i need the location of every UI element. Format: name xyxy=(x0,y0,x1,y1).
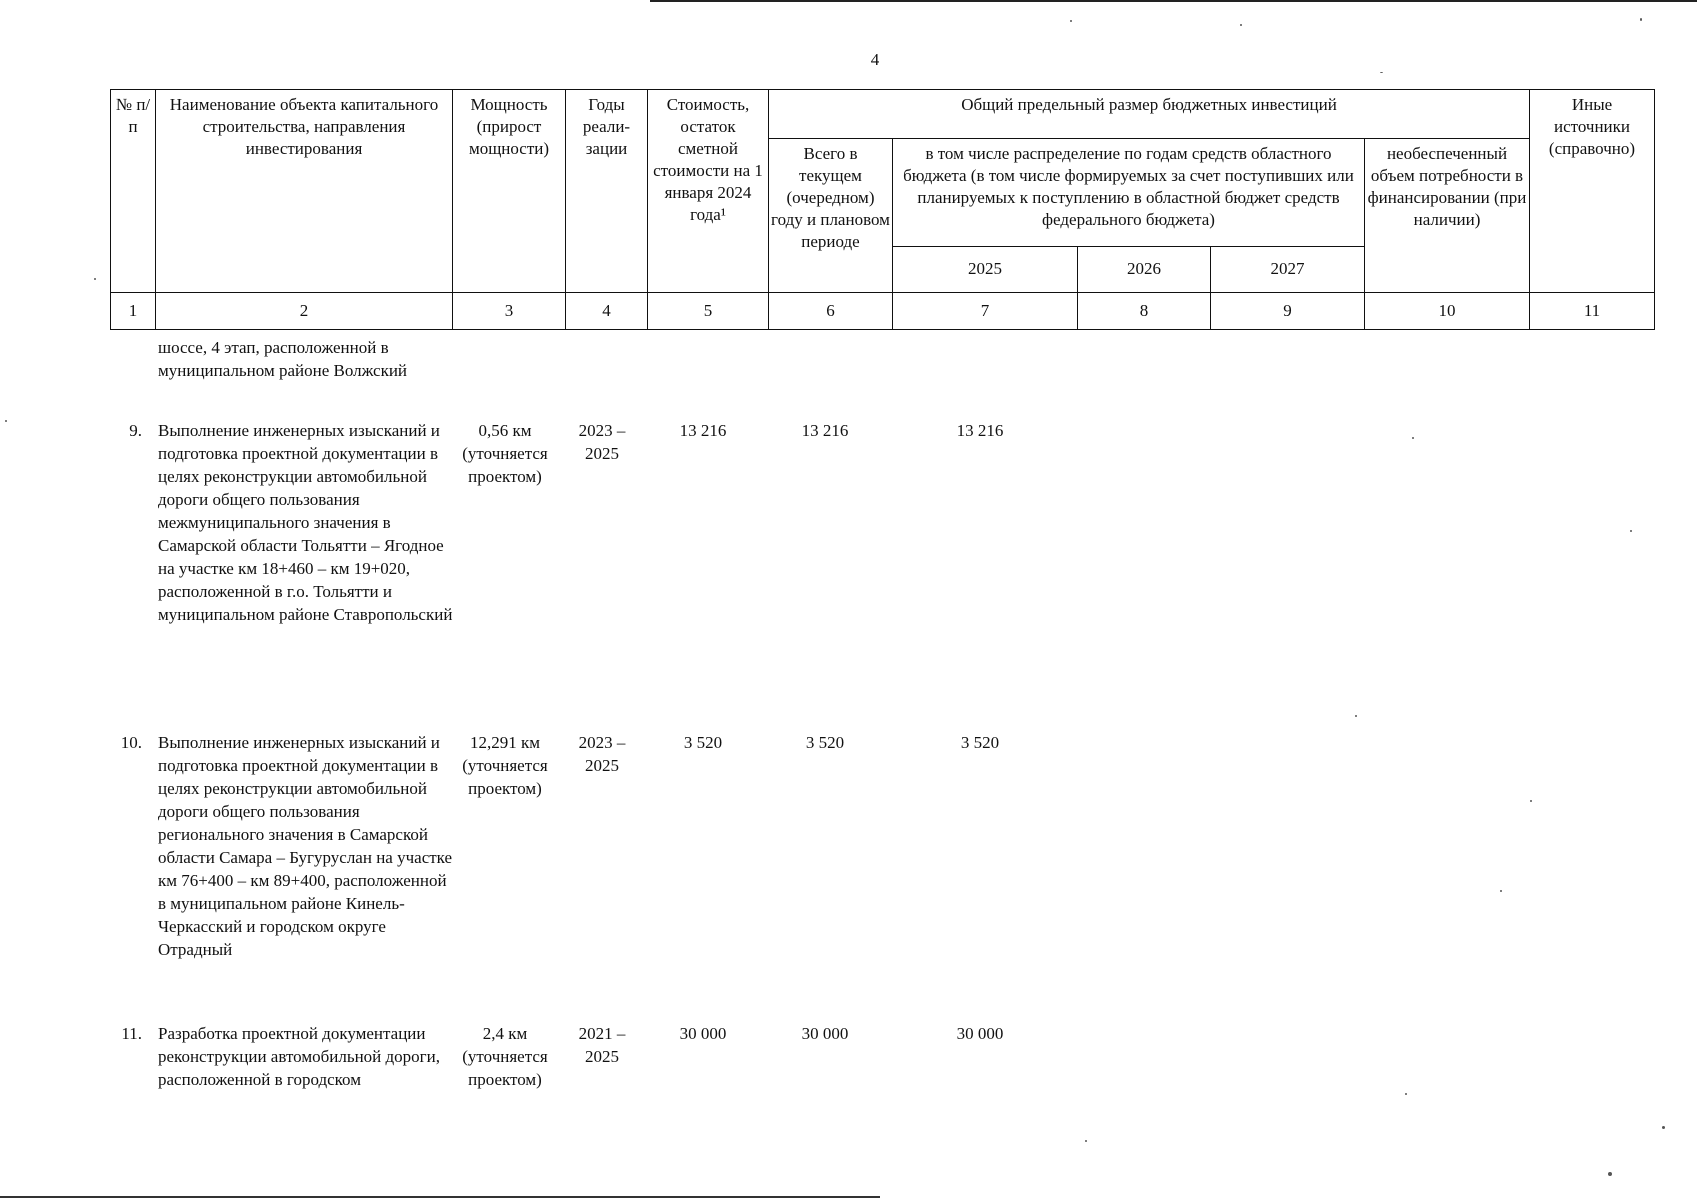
scan-speck xyxy=(1640,18,1642,21)
header-year-2027: 2027 xyxy=(1211,246,1365,293)
row-cost: 30 000 xyxy=(679,1024,727,1043)
scan-speck xyxy=(1070,20,1072,22)
header-col-name: Наименование объекта капитального строительства, направления инвестирования xyxy=(156,90,453,293)
row-number: 11. xyxy=(121,1024,142,1043)
scan-speck xyxy=(1500,890,1502,892)
scan-speck xyxy=(1355,715,1357,717)
row-total: 30 000 xyxy=(801,1024,849,1043)
column-number: 11 xyxy=(1530,293,1655,330)
scan-speck xyxy=(1240,24,1242,26)
row-capacity: 0,56 км (уточняется проектом) xyxy=(462,421,548,486)
scan-speck xyxy=(1662,1126,1665,1129)
scan-speck xyxy=(5,420,7,422)
column-number: 10 xyxy=(1365,293,1530,330)
header-table xyxy=(110,89,1655,330)
column-number: 5 xyxy=(648,293,769,330)
row-capacity: 12,291 км (уточняется проектом) xyxy=(462,733,548,798)
row-total: 13 216 xyxy=(801,421,849,440)
scan-speck xyxy=(1630,530,1632,532)
row-name: Разработка проектной документации реконструкции автомобильной дороги, расположенной в городском xyxy=(158,1024,440,1089)
column-number: 3 xyxy=(453,293,566,330)
column-number: 9 xyxy=(1211,293,1365,330)
row-cost: 3 520 xyxy=(683,733,723,752)
row-name: Выполнение инженерных изысканий и подготовка проектной документации в целях реконструкции автомобильной дороги общего пользования регионального значения в Самарской области Самара – Бугуруслан на участке км 76+400 – км 89+400, расположенной в муниципальном районе Кинель-Черкасский и городском округе Отрадный xyxy=(158,733,453,959)
header-col-cost: Стоимость, остаток сметной стоимости на 1 января 2024 года¹ xyxy=(648,90,769,293)
header-group-title: Общий предельный размер бюджетных инвестиций xyxy=(769,90,1530,139)
row-years: 2023 – 2025 xyxy=(578,421,626,463)
column-number: 6 xyxy=(769,293,893,330)
scan-speck xyxy=(1412,437,1414,439)
scan-speck xyxy=(1405,1093,1407,1095)
column-number: 2 xyxy=(156,293,453,330)
header-year-2025: 2025 xyxy=(893,246,1078,293)
scan-speck xyxy=(1085,1140,1087,1142)
row-cost: 13 216 xyxy=(679,421,727,440)
header-col-unsecured: необеспеченный объем потребности в финансировании (при наличии) xyxy=(1365,138,1530,293)
row-2025: 3 520 xyxy=(960,733,1000,752)
row-name: Выполнение инженерных изысканий и подготовка проектной документации в целях реконструкции автомобильной дороги общего пользования межмуниципального значения в Самарской области Тольятти – Ягодное на участке км 18+460 – км 19+020, расположенной в г.о. Тольятти и муниципальном районе Ставропольский xyxy=(158,421,453,624)
column-number: 1 xyxy=(111,293,156,330)
row-name: шоссе, 4 этап, расположенной в муниципальном районе Волжский xyxy=(158,338,408,380)
row-years: 2021 – 2025 xyxy=(578,1024,626,1066)
page-number: 4 xyxy=(870,50,880,69)
header-col-years: Годы реали-зации xyxy=(566,90,648,293)
row-number: 10. xyxy=(120,733,142,752)
header-col-total: Всего в текущем (очередном) году и плановом периоде xyxy=(769,138,893,293)
column-number: 7 xyxy=(893,293,1078,330)
row-number: 9. xyxy=(129,421,142,440)
row-2025: 30 000 xyxy=(956,1024,1004,1043)
column-number: 8 xyxy=(1078,293,1211,330)
row-total: 3 520 xyxy=(805,733,845,752)
row-2025: 13 216 xyxy=(956,421,1004,440)
row-capacity: 2,4 км (уточняется проектом) xyxy=(462,1024,548,1089)
row-years: 2023 – 2025 xyxy=(578,733,626,775)
scan-speck xyxy=(1530,800,1532,802)
header-col-distribution: в том числе распределение по годам средств областного бюджета (в том числе формируемых за счет поступивших или планируемых к поступлению в областной бюджет средств федерального бюджета) xyxy=(893,138,1365,246)
scan-speck xyxy=(1380,72,1383,73)
header-col-num: № п/п xyxy=(111,90,156,293)
scan-edge-bottom xyxy=(0,1196,880,1198)
header-col-other: Иные источники (справочно) xyxy=(1530,90,1655,293)
scan-speck xyxy=(94,278,96,280)
column-number: 4 xyxy=(566,293,648,330)
header-col-capacity: Мощность (прирост мощности) xyxy=(453,90,566,293)
scan-speck xyxy=(1608,1172,1612,1176)
scan-edge-top xyxy=(650,0,1697,2)
header-year-2026: 2026 xyxy=(1078,246,1211,293)
